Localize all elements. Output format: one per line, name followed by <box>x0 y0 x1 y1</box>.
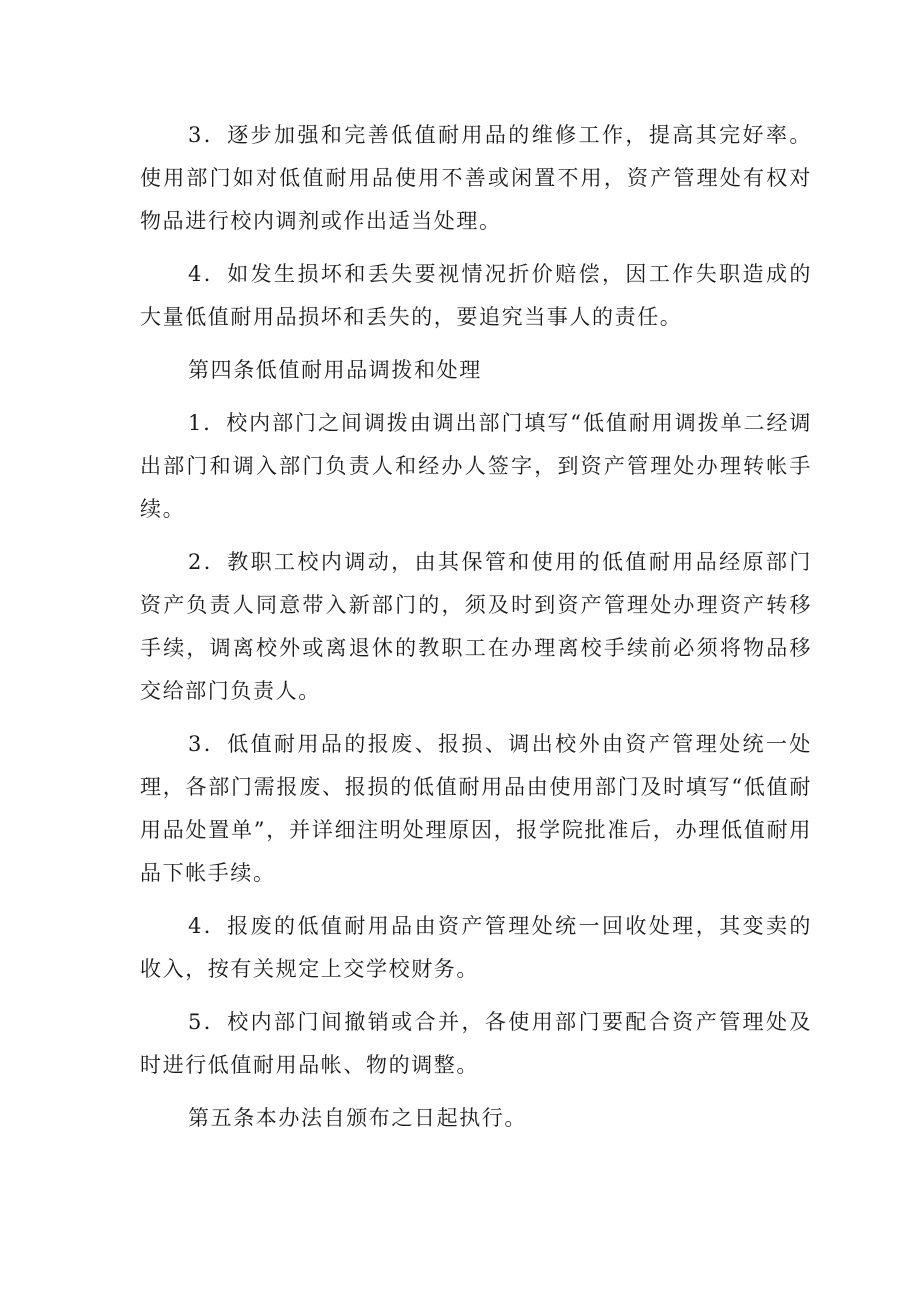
paragraph-item4-compensation: 4．如发生损坏和丢失要视情况折价赔偿，因工作失职造成的大量低值耐用品损坏和丢失的，要追究当事人的责任。 <box>140 262 812 329</box>
article-5-heading: 第五条本办法自颁布之日起执行。 <box>188 1106 527 1130</box>
article-4-heading: 第四条低值耐用品调拨和处理 <box>188 358 482 382</box>
paragraph-transfer-1: 1．校内部门之间调拨由调出部门填写“低值耐用调拨单二经调出部门和调入部门负责人和经办人签字，到资产管理处办理转帐手续。 <box>140 411 812 521</box>
paragraph-item3-maintenance: 3．逐步加强和完善低值耐用品的维修工作，提高其完好率。使用部门如对低值耐用品使用不善或闲置不用，资产管理处有权对物品进行校内调剂或作出适当处理。 <box>140 123 812 233</box>
paragraph-transfer-5: 5．校内部门间撤销或合并，各使用部门要配合资产管理处及时进行低值耐用品帐、物的调整。 <box>140 1010 812 1077</box>
paragraph-transfer-2: 2．教职工校内调动，由其保管和使用的低值耐用品经原部门资产负责人同意带入新部门的，须及时到资产管理处办理资产转移手续，调离校外或离退休的教职工在办理离校手续前必须将物品移交给部门负责人。 <box>140 550 812 703</box>
paragraph-transfer-4: 4．报废的低值耐用品由资产管理处统一回收处理，其变卖的收入，按有关规定上交学校财务。 <box>140 914 812 981</box>
document-page <box>140 114 812 1150</box>
paragraph-transfer-3: 3．低值耐用品的报废、报损、调出校外由资产管理处统一处理，各部门需报废、报损的低值耐用品由使用部门及时填写“低值耐用品处置单”，并详细注明处理原因，报学院批准后，办理低值耐用品下帐手续。 <box>140 732 812 885</box>
